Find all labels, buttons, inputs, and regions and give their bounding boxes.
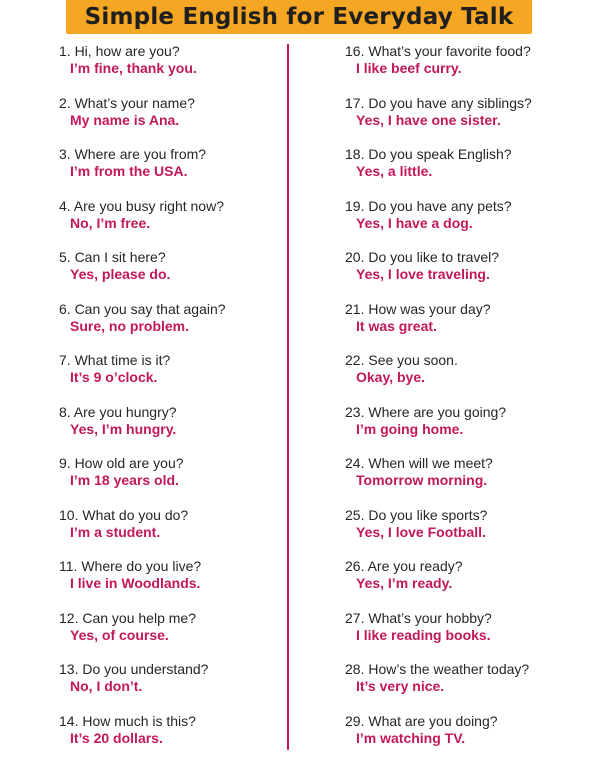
- title-banner: [66, 0, 532, 34]
- qa-item: [345, 95, 595, 147]
- question: 14. How much is this?: [59, 713, 281, 730]
- answer: No, I’m free.: [70, 215, 281, 232]
- question: 7. What time is it?: [59, 352, 281, 369]
- answer: Tomorrow morning.: [356, 472, 595, 489]
- question: 23. Where are you going?: [345, 404, 595, 421]
- qa-item: [59, 661, 281, 713]
- answer: It’s 9 o’clock.: [70, 369, 281, 386]
- qa-item: [59, 610, 281, 662]
- qa-item: [59, 95, 281, 147]
- answer: It was great.: [356, 318, 595, 335]
- answer: I like reading books.: [356, 627, 595, 644]
- answer: I’m 18 years old.: [70, 472, 281, 489]
- qa-item: [345, 455, 595, 507]
- qa-item: [59, 558, 281, 610]
- answer: Yes, I’m hungry.: [70, 421, 281, 438]
- qa-item: [345, 610, 595, 662]
- question: 13. Do you understand?: [59, 661, 281, 678]
- qa-item: [59, 198, 281, 250]
- answer: No, I don’t.: [70, 678, 281, 695]
- qa-item: [345, 301, 595, 353]
- qa-item: [59, 43, 281, 95]
- answer: I live in Woodlands.: [70, 575, 281, 592]
- column-divider: [287, 44, 289, 750]
- right-column: [345, 43, 595, 764]
- page-title: Simple English for Everyday Talk: [85, 4, 514, 30]
- question: 17. Do you have any siblings?: [345, 95, 595, 112]
- answer: Yes, a little.: [356, 163, 595, 180]
- answer: I like beef curry.: [356, 60, 595, 77]
- answer: Yes, I have one sister.: [356, 112, 595, 129]
- qa-item: [345, 558, 595, 610]
- question: 28. How’s the weather today?: [345, 661, 595, 678]
- question: 16. What’s your favorite food?: [345, 43, 595, 60]
- answer: Yes, I have a dog.: [356, 215, 595, 232]
- answer: It’s 20 dollars.: [70, 730, 281, 747]
- question: 2. What’s your name?: [59, 95, 281, 112]
- answer: Sure, no problem.: [70, 318, 281, 335]
- qa-item: [345, 404, 595, 456]
- question: 21. How was your day?: [345, 301, 595, 318]
- qa-item: [59, 301, 281, 353]
- answer: I’m fine, thank you.: [70, 60, 281, 77]
- qa-item: [59, 146, 281, 198]
- qa-item: [345, 249, 595, 301]
- qa-item: [345, 198, 595, 250]
- answer: I’m a student.: [70, 524, 281, 541]
- qa-item: [345, 352, 595, 404]
- qa-item: [345, 146, 595, 198]
- question: 19. Do you have any pets?: [345, 198, 595, 215]
- answer: I’m from the USA.: [70, 163, 281, 180]
- answer: I’m watching TV.: [356, 730, 595, 747]
- qa-item: [59, 455, 281, 507]
- qa-item: [59, 249, 281, 301]
- answer: It’s very nice.: [356, 678, 595, 695]
- question: 1. Hi, how are you?: [59, 43, 281, 60]
- question: 26. Are you ready?: [345, 558, 595, 575]
- question: 6. Can you say that again?: [59, 301, 281, 318]
- answer: Yes, please do.: [70, 266, 281, 283]
- qa-item: [345, 661, 595, 713]
- question: 27. What’s your hobby?: [345, 610, 595, 627]
- qa-item: [345, 507, 595, 559]
- question: 3. Where are you from?: [59, 146, 281, 163]
- question: 11. Where do you live?: [59, 558, 281, 575]
- left-column: [59, 43, 281, 764]
- question: 8. Are you hungry?: [59, 404, 281, 421]
- question: 22. See you soon.: [345, 352, 595, 369]
- qa-item: [59, 404, 281, 456]
- answer: Okay, bye.: [356, 369, 595, 386]
- qa-item: [59, 713, 281, 764]
- answer: Yes, I’m ready.: [356, 575, 595, 592]
- question: 24. When will we meet?: [345, 455, 595, 472]
- question: 18. Do you speak English?: [345, 146, 595, 163]
- qa-item: [59, 352, 281, 404]
- qa-item: [345, 713, 595, 764]
- answer: Yes, of course.: [70, 627, 281, 644]
- answer: I’m going home.: [356, 421, 595, 438]
- question: 20. Do you like to travel?: [345, 249, 595, 266]
- question: 5. Can I sit here?: [59, 249, 281, 266]
- question: 25. Do you like sports?: [345, 507, 595, 524]
- question: 4. Are you busy right now?: [59, 198, 281, 215]
- question: 29. What are you doing?: [345, 713, 595, 730]
- question: 12. Can you help me?: [59, 610, 281, 627]
- answer: Yes, I love traveling.: [356, 266, 595, 283]
- answer: My name is Ana.: [70, 112, 281, 129]
- qa-item: [59, 507, 281, 559]
- question: 9. How old are you?: [59, 455, 281, 472]
- answer: Yes, I love Football.: [356, 524, 595, 541]
- qa-item: [345, 43, 595, 95]
- question: 10. What do you do?: [59, 507, 281, 524]
